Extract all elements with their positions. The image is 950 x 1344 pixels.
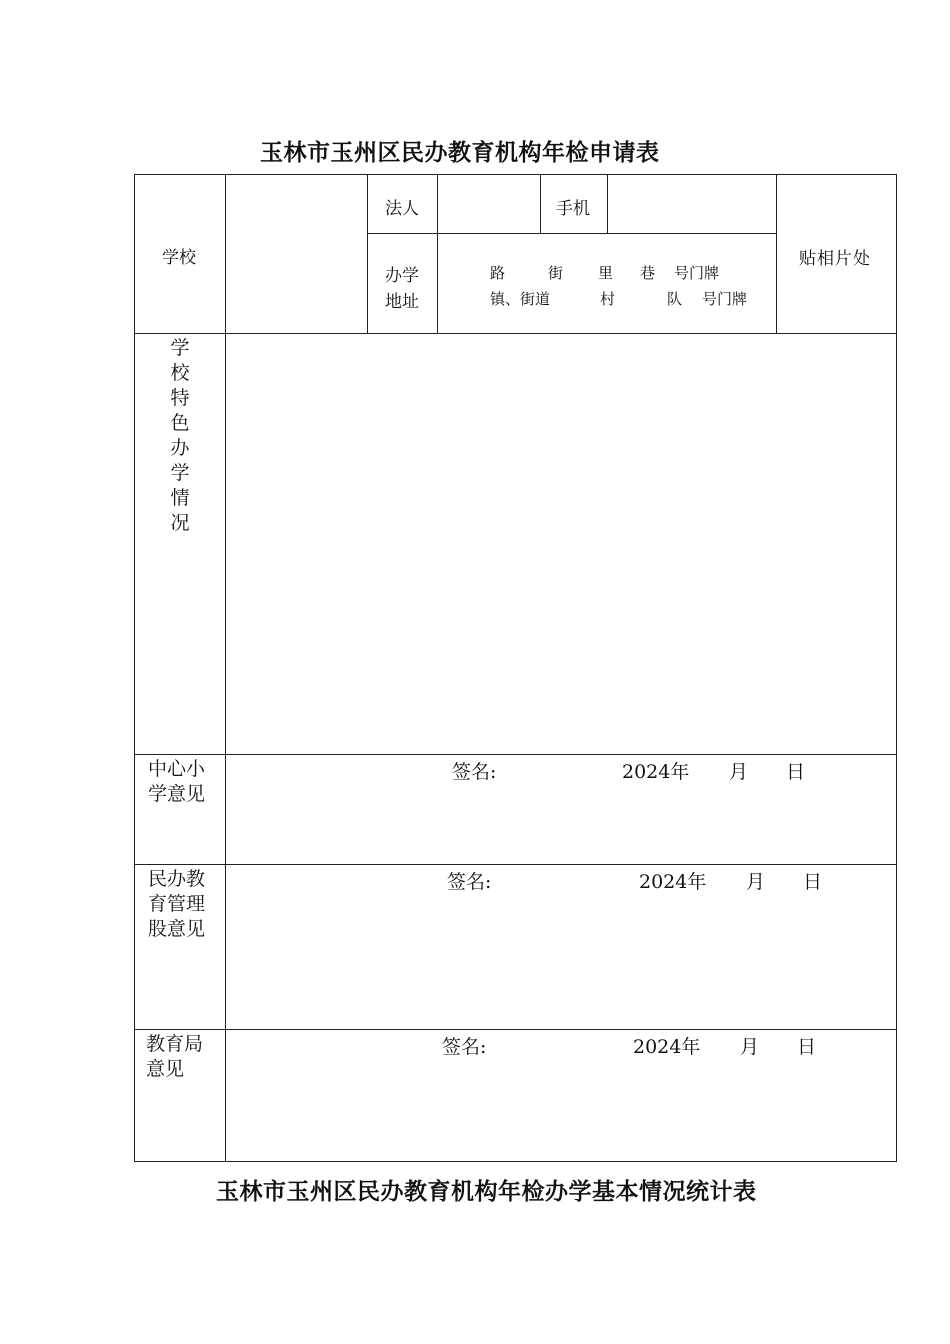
- table-row-divider: [134, 333, 897, 334]
- address-team: 队: [667, 290, 683, 308]
- table-border-left: [134, 174, 135, 1162]
- table-row-divider: [367, 233, 777, 234]
- address-village: 村: [600, 290, 616, 308]
- address-number-2: 号门牌: [702, 290, 748, 308]
- education-bureau-opinion-label: 教育局意见: [146, 1033, 204, 1080]
- date-month: 月: [746, 871, 766, 893]
- school-label: 学校: [162, 248, 196, 268]
- signature-label: 签名:: [442, 1036, 487, 1058]
- features-label: 学校特色办学情况: [170, 337, 190, 534]
- address-road: 路: [490, 264, 506, 282]
- address-street: 街: [548, 264, 564, 282]
- table-row-divider: [134, 864, 897, 865]
- date-year: 2024年: [622, 761, 690, 783]
- address-label-line1: 办学: [385, 266, 419, 286]
- photo-placeholder-label: 贴相片处: [799, 249, 871, 269]
- address-label-line2: 地址: [385, 292, 419, 312]
- signature-label: 签名:: [452, 761, 497, 783]
- date-year: 2024年: [633, 1036, 701, 1058]
- table-col-divider: [607, 174, 608, 234]
- table-border-bottom: [134, 1161, 897, 1162]
- mobile-label: 手机: [556, 199, 590, 219]
- table-row-divider: [134, 754, 897, 755]
- table-col-divider: [225, 174, 226, 1162]
- central-school-opinion-label: 中心小学意见: [148, 758, 206, 805]
- date-year: 2024年: [639, 871, 707, 893]
- address-town: 镇、街道: [490, 290, 551, 308]
- legal-person-label: 法人: [385, 199, 419, 219]
- table-col-divider: [437, 174, 438, 334]
- statistics-table-title: 玉林市玉州区民办教育机构年检办学基本情况统计表: [216, 1178, 757, 1205]
- table-border-right: [896, 174, 897, 1162]
- date-day: 日: [797, 1036, 817, 1058]
- address-alley: 巷: [640, 264, 656, 282]
- address-lane: 里: [598, 264, 614, 282]
- table-row-divider: [134, 1029, 897, 1030]
- table-col-divider: [776, 174, 777, 334]
- page-title: 玉林市玉州区民办教育机构年检申请表: [260, 139, 660, 166]
- date-month: 月: [740, 1036, 760, 1058]
- signature-label: 签名:: [447, 871, 492, 893]
- table-col-divider: [367, 174, 368, 334]
- table-border-top: [134, 174, 897, 175]
- date-month: 月: [729, 761, 749, 783]
- date-day: 日: [786, 761, 806, 783]
- date-day: 日: [803, 871, 823, 893]
- private-education-opinion-label: 民办教育管理股意见: [148, 868, 206, 940]
- table-col-divider: [540, 174, 541, 234]
- address-number: 号门牌: [674, 264, 720, 282]
